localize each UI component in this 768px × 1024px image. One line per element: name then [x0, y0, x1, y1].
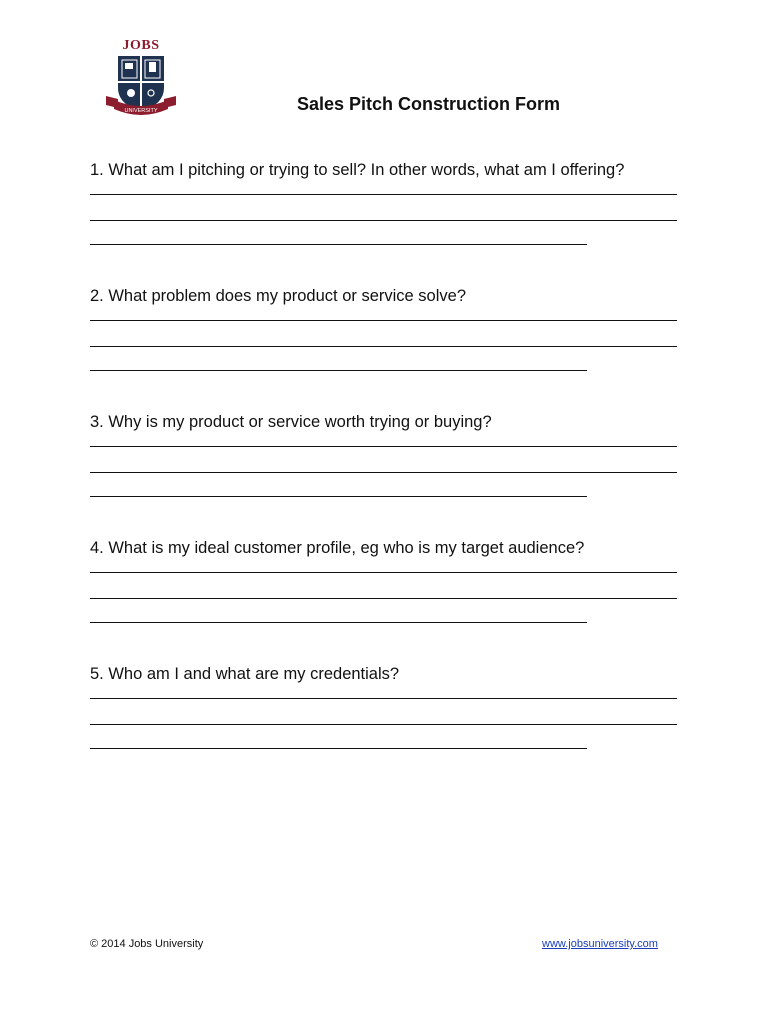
answer-line[interactable]: [90, 244, 587, 245]
answer-line[interactable]: [90, 598, 677, 599]
answer-line[interactable]: [90, 194, 677, 195]
answer-line[interactable]: [90, 346, 677, 347]
answer-line[interactable]: [90, 220, 677, 221]
answer-line[interactable]: [90, 572, 677, 573]
question-text: 3. Why is my product or service worth trying or buying?: [90, 413, 492, 431]
question-3: [90, 412, 690, 497]
question-5: [90, 664, 690, 749]
logo-banner-text: UNIVERSITY: [124, 108, 158, 114]
answer-line[interactable]: [90, 446, 677, 447]
question-text: 4. What is my ideal customer profile, eg who is my target audience?: [90, 539, 585, 557]
crest-icon: [104, 52, 178, 118]
page-title: Sales Pitch Construction Form: [297, 94, 561, 114]
question-2: [90, 286, 690, 371]
logo-wordmark: JOBS: [122, 38, 160, 53]
question-text: 2. What problem does my product or service solve?: [90, 287, 466, 305]
footer-website-link[interactable]: www.jobsuniversity.com: [542, 938, 658, 950]
question-text: 5. Who am I and what are my credentials?: [90, 665, 400, 683]
answer-line[interactable]: [90, 496, 587, 497]
question-text: 1. What am I pitching or trying to sell? In other words, what am I offering?: [90, 161, 625, 179]
answer-line[interactable]: [90, 724, 677, 725]
question-1: [90, 160, 690, 245]
footer-copyright: © 2014 Jobs University: [90, 938, 204, 950]
question-4: [90, 538, 690, 623]
answer-line[interactable]: [90, 622, 587, 623]
answer-line[interactable]: [90, 320, 677, 321]
answer-line[interactable]: [90, 472, 677, 473]
jobs-university-logo: [104, 38, 178, 118]
answer-line[interactable]: [90, 748, 587, 749]
answer-line[interactable]: [90, 370, 587, 371]
answer-line[interactable]: [90, 698, 677, 699]
